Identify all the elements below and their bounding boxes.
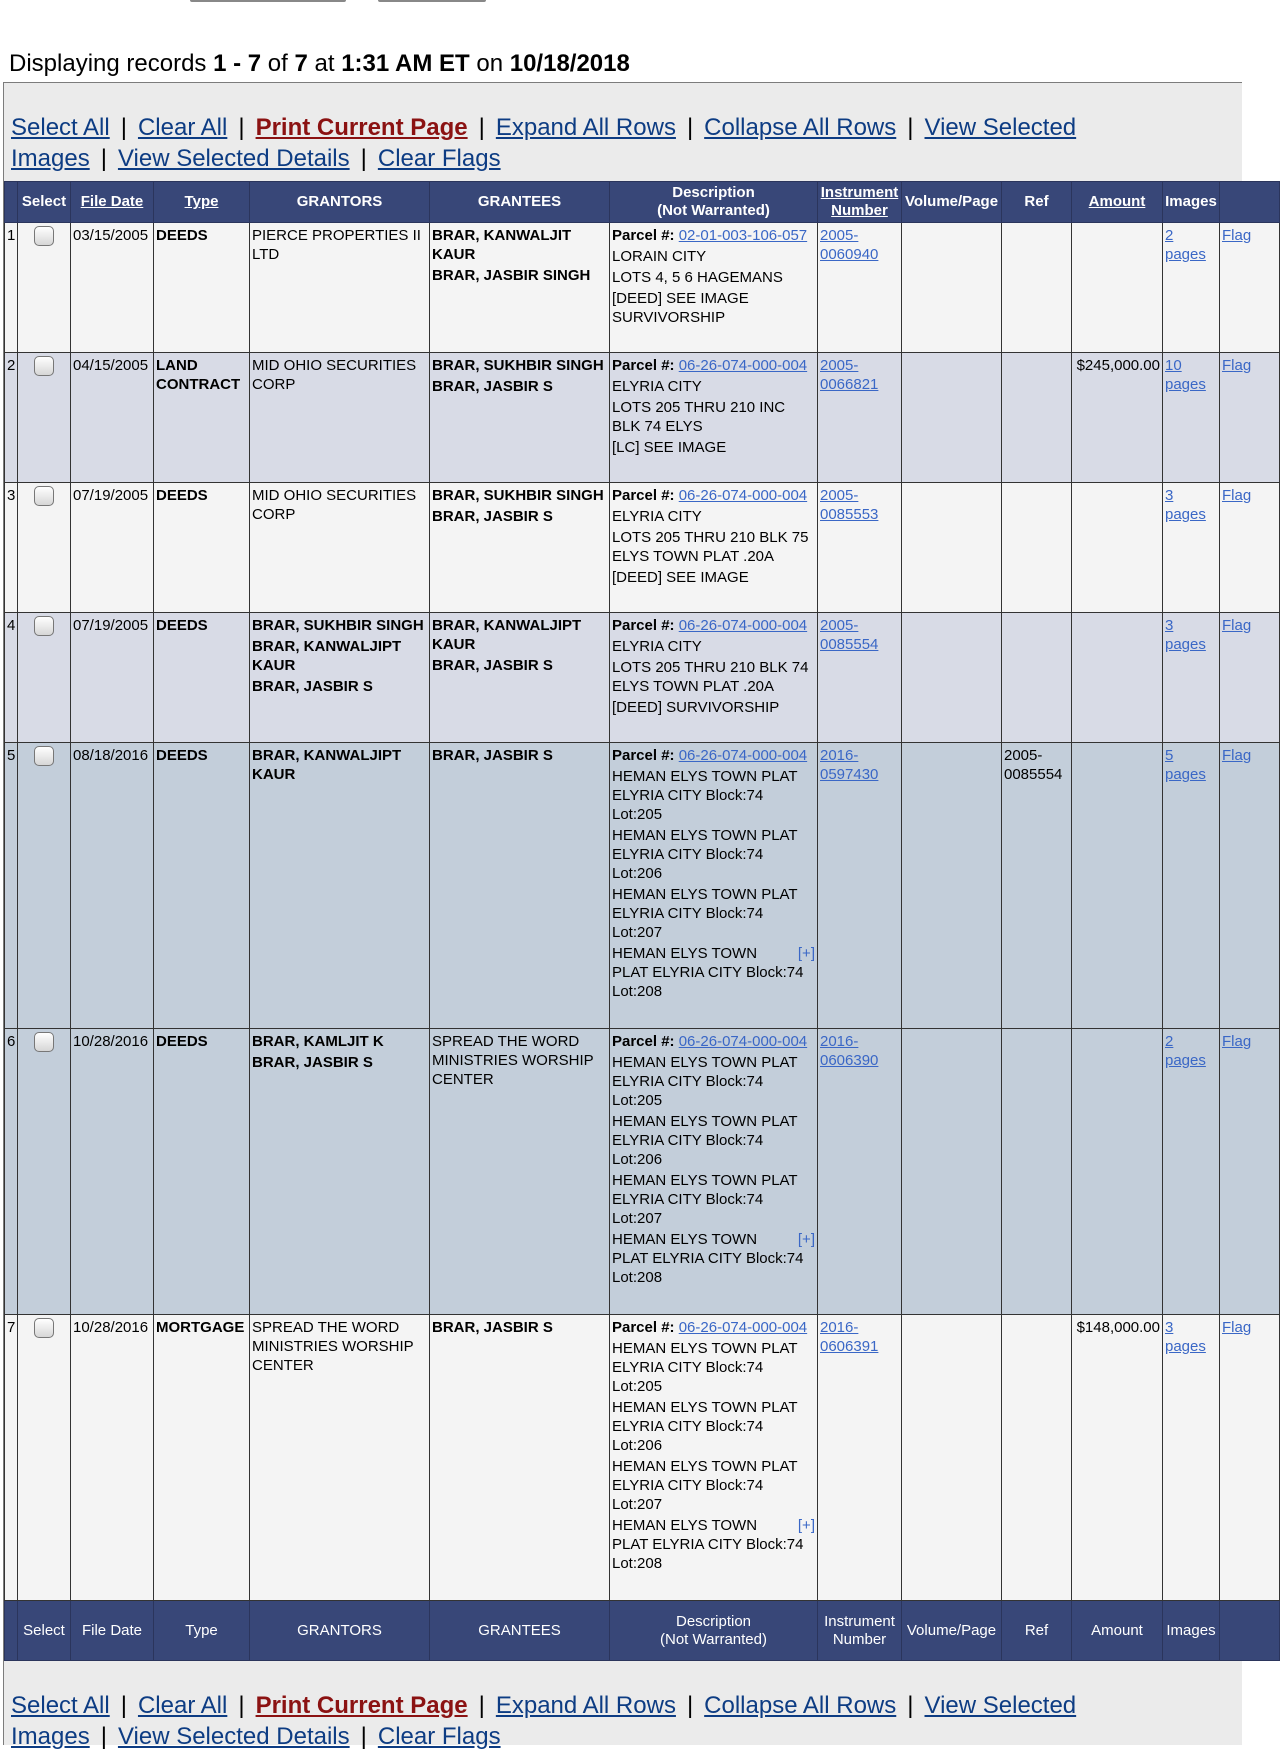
records-summary: Displaying records 1 - 7 of 7 at 1:31 AM ET on 10/18/2018 [9, 50, 630, 77]
flag-link[interactable]: Flag [1222, 1033, 1252, 1050]
description-cell [610, 613, 818, 743]
footer-instrument [818, 1601, 902, 1661]
row-select-checkbox[interactable] [34, 1318, 54, 1338]
header-images: Images [1163, 182, 1220, 223]
description-text: [DEED] SEE IMAGE SURVIVORSHIP [612, 290, 749, 326]
ref-value [1002, 353, 1072, 483]
footer-grantors: GRANTORS [250, 1601, 430, 1661]
grantors-cell [250, 353, 430, 483]
instrument-cell [818, 483, 902, 613]
toolbar-separator: | [686, 1692, 694, 1719]
footer-instrument-line1: Instrument [824, 1612, 895, 1630]
toolbar-separator: | [238, 114, 245, 141]
header-amount[interactable] [1072, 182, 1163, 223]
grantee-name: BRAR, JASBIR S [432, 747, 553, 764]
description-line [612, 1230, 815, 1287]
grantee-name: BRAR, SUKHBIR SINGH [432, 357, 604, 374]
grantee-name: SPREAD THE WORD MINISTRIES WORSHIP CENTER [432, 1033, 594, 1088]
flag-link[interactable]: Flag [1222, 617, 1252, 634]
flag-cell [1220, 743, 1280, 1029]
description-line [612, 268, 815, 287]
table-row [5, 743, 1280, 1029]
parcel-line [612, 226, 815, 245]
description-text: ELYRIA CITY [612, 638, 702, 655]
row-select-cell [18, 223, 71, 353]
parcel-link[interactable]: 02-01-003-106-057 [678, 227, 808, 244]
images-pages-link[interactable]: 2 pages [1165, 1033, 1206, 1069]
description-line [612, 1516, 815, 1573]
amount-value: $245,000.00 [1072, 353, 1163, 483]
amount-value [1072, 223, 1163, 353]
instrument-number-link[interactable]: 2005-0085554 [820, 617, 879, 653]
record-type: DEEDS [154, 1029, 250, 1315]
volume-page [902, 223, 1002, 353]
parcel-link[interactable]: 06-26-074-000-004 [678, 617, 808, 634]
view-selected-details-link[interactable]: View Selected Details [117, 1723, 350, 1750]
instrument-cell [818, 1029, 902, 1315]
header-select: Select [18, 182, 71, 223]
instrument-number-link[interactable]: 2016-0606391 [820, 1319, 879, 1355]
ref-value [1002, 483, 1072, 613]
description-line [612, 767, 815, 824]
ref-value [1002, 1029, 1072, 1315]
row-number: 7 [5, 1315, 18, 1601]
record-type: DEEDS [154, 223, 250, 353]
table-row [5, 353, 1280, 483]
description-text: HEMAN ELYS TOWN PLAT ELYRIA CITY Block:74 Lot:208 [612, 945, 804, 1000]
sort-type-link[interactable]: Type [184, 193, 219, 210]
grantee-name: BRAR, JASBIR S [432, 378, 553, 395]
grantees-cell [430, 483, 610, 613]
grantees-cell [430, 1029, 610, 1315]
table-row [5, 613, 1280, 743]
images-cell [1163, 1029, 1220, 1315]
parcel-label: Parcel #: [612, 747, 675, 764]
grantees-cell [430, 353, 610, 483]
table-row [5, 483, 1280, 613]
flag-link[interactable]: Flag [1222, 487, 1252, 504]
footer-grantees: GRANTEES [430, 1601, 610, 1661]
description-text: ELYRIA CITY [612, 378, 702, 395]
grantees-cell [430, 1315, 610, 1601]
description-text: [DEED] SEE IMAGE [612, 569, 749, 586]
grantor-name: PIERCE PROPERTIES II LTD [252, 227, 421, 263]
grantee-name: BRAR, KANWALJIPT KAUR [432, 617, 582, 653]
sort-instrument-link-2[interactable]: Number [831, 202, 888, 219]
row-select-checkbox[interactable] [34, 226, 54, 246]
record-type: DEEDS [154, 743, 250, 1029]
images-cell [1163, 353, 1220, 483]
grantee-name: BRAR, SUKHBIR SINGH [432, 487, 604, 504]
description-text: LOTS 4, 5 6 HAGEMANS [612, 269, 783, 286]
images-cell [1163, 483, 1220, 613]
row-select-checkbox[interactable] [34, 746, 54, 766]
parcel-label: Parcel #: [612, 487, 675, 504]
description-line [612, 289, 815, 327]
flag-link[interactable]: Flag [1222, 1319, 1252, 1336]
description-cell [610, 743, 818, 1029]
description-line [612, 1053, 815, 1110]
volume-page [902, 1029, 1002, 1315]
description-line [612, 507, 815, 526]
row-select-cell [18, 353, 71, 483]
description-text: HEMAN ELYS TOWN PLAT ELYRIA CITY Block:74 Lot:207 [612, 1172, 798, 1227]
grantor-name: MID OHIO SECURITIES CORP [252, 487, 417, 523]
flag-cell [1220, 1029, 1280, 1315]
images-cell [1163, 743, 1220, 1029]
sort-amount-link[interactable]: Amount [1088, 193, 1146, 210]
row-select-cell [18, 743, 71, 1029]
parcel-label: Parcel #: [612, 1319, 675, 1336]
top-button-stub[interactable] [378, 0, 486, 2]
toolbar-separator: | [100, 145, 107, 172]
ref-value [1002, 1315, 1072, 1601]
footer-ref: Ref [1002, 1601, 1072, 1661]
images-pages-link[interactable]: 5 pages [1165, 747, 1206, 783]
images-pages-link[interactable]: 2 pages [1165, 227, 1206, 263]
table-row [5, 223, 1280, 353]
toolbar-separator: | [907, 114, 914, 141]
images-pages-link[interactable]: 3 pages [1165, 1319, 1206, 1355]
grantee-name: BRAR, KANWALJIT KAUR [432, 227, 572, 263]
footer-description-title: Description [675, 1612, 752, 1630]
table-header-row [5, 182, 1280, 223]
description-text: HEMAN ELYS TOWN PLAT ELYRIA CITY Block:74 Lot:206 [612, 1113, 798, 1168]
footer-description [610, 1601, 818, 1661]
row-select-cell [18, 483, 71, 613]
header-ref: Ref [1002, 182, 1072, 223]
file-date: 10/28/2016 [71, 1315, 154, 1601]
grantees-cell [430, 223, 610, 353]
footer-volume-page: Volume/Page [902, 1601, 1002, 1661]
description-line [612, 1339, 815, 1396]
toolbar-separator: | [238, 1692, 245, 1719]
grantee-name: BRAR, JASBIR S [432, 508, 553, 525]
parcel-label: Parcel #: [612, 617, 675, 634]
file-date: 03/15/2005 [71, 223, 154, 353]
row-select-checkbox[interactable] [34, 356, 54, 376]
grantor-name: BRAR, SUKHBIR SINGH [252, 617, 424, 634]
instrument-cell [818, 743, 902, 1029]
grantees-cell [430, 743, 610, 1029]
toolbar-separator: | [360, 145, 367, 172]
flag-cell [1220, 223, 1280, 353]
parcel-link[interactable]: 06-26-074-000-004 [678, 1319, 808, 1336]
instrument-number-link[interactable]: 2016-0606390 [820, 1033, 879, 1069]
description-text: [LC] SEE IMAGE [612, 439, 727, 456]
parcel-label: Parcel #: [612, 1033, 675, 1050]
print-current-page-link[interactable]: Print Current Page [255, 1692, 468, 1719]
toolbar-separator: | [120, 1692, 127, 1719]
amount-value [1072, 743, 1163, 1029]
footer-select: Select [18, 1601, 71, 1661]
row-select-cell [18, 1029, 71, 1315]
flag-cell [1220, 1315, 1280, 1601]
file-date: 08/18/2016 [71, 743, 154, 1029]
description-line [612, 658, 815, 696]
description-cell [610, 1315, 818, 1601]
row-select-cell [18, 1315, 71, 1601]
table-footer-row [5, 1601, 1280, 1661]
description-line [612, 1112, 815, 1169]
parcel-line [612, 1032, 815, 1051]
description-text: LOTS 205 THRU 210 BLK 74 ELYS TOWN PLAT .20A [612, 659, 809, 695]
parcel-line [612, 616, 815, 635]
description-cell [610, 223, 818, 353]
description-line [612, 944, 815, 1001]
description-text: LOTS 205 THRU 210 INC BLK 74 ELYS [612, 399, 786, 435]
description-text: ELYRIA CITY [612, 508, 702, 525]
parcel-label: Parcel #: [612, 357, 675, 374]
grantors-cell [250, 483, 430, 613]
instrument-number-link[interactable]: 2005-0066821 [820, 357, 879, 393]
footer-amount: Amount [1072, 1601, 1163, 1661]
images-pages-link[interactable]: 3 pages [1165, 617, 1206, 653]
view-selected-images-link[interactable]: View Selected Images [11, 114, 1077, 172]
row-number: 2 [5, 353, 18, 483]
grantees-cell [430, 613, 610, 743]
header-grantors: GRANTORS [250, 182, 430, 223]
parcel-link[interactable]: 06-26-074-000-004 [678, 1033, 808, 1050]
results-toolbar-bottom [11, 1690, 1151, 1752]
clear-all-link[interactable]: Clear All [137, 1692, 228, 1719]
clear-flags-link[interactable]: Clear Flags [377, 1723, 501, 1750]
row-number: 4 [5, 613, 18, 743]
record-type: DEEDS [154, 613, 250, 743]
footer-file-date: File Date [71, 1601, 154, 1661]
ref-value [1002, 613, 1072, 743]
ref-value: 2005-0085554 [1002, 743, 1072, 1029]
parcel-line [612, 746, 815, 765]
flag-cell [1220, 613, 1280, 743]
description-text: LORAIN CITY [612, 248, 707, 265]
description-text: HEMAN ELYS TOWN PLAT ELYRIA CITY Block:74 Lot:208 [612, 1231, 804, 1286]
instrument-number-link[interactable]: 2005-0085553 [820, 487, 879, 523]
description-text: LOTS 205 THRU 210 BLK 75 ELYS TOWN PLAT .20A [612, 529, 809, 565]
description-text: [DEED] SURVIVORSHIP [612, 699, 780, 716]
toolbar-separator: | [478, 1692, 485, 1719]
description-cell [610, 483, 818, 613]
images-pages-link[interactable]: 10 pages [1165, 357, 1206, 393]
select-all-link[interactable]: Select All [11, 1692, 110, 1719]
collapse-all-rows-link[interactable]: Collapse All Rows [704, 114, 897, 141]
view-selected-images-link[interactable]: View Selected Images [11, 1692, 1077, 1750]
select-all-link[interactable]: Select All [11, 114, 110, 141]
volume-page [902, 1315, 1002, 1601]
row-number: 6 [5, 1029, 18, 1315]
description-text: HEMAN ELYS TOWN PLAT ELYRIA CITY Block:74 Lot:206 [612, 1399, 798, 1454]
instrument-cell [818, 613, 902, 743]
clear-all-link[interactable]: Clear All [137, 114, 228, 141]
row-number: 3 [5, 483, 18, 613]
header-num [5, 182, 18, 223]
description-line [612, 398, 815, 436]
parcel-line [612, 356, 815, 375]
description-line [612, 438, 815, 457]
images-cell [1163, 1315, 1220, 1601]
footer-flag [1220, 1601, 1280, 1661]
row-select-cell [18, 613, 71, 743]
results-toolbar-top [11, 112, 1151, 174]
header-description-title: Description [672, 184, 755, 201]
parcel-link[interactable]: 06-26-074-000-004 [678, 357, 808, 374]
description-text: HEMAN ELYS TOWN PLAT ELYRIA CITY Block:74 Lot:207 [612, 886, 798, 941]
file-date: 07/19/2005 [71, 483, 154, 613]
description-text: HEMAN ELYS TOWN PLAT ELYRIA CITY Block:74 Lot:208 [612, 1517, 804, 1572]
grantor-name: BRAR, KAMLJIT K [252, 1033, 384, 1050]
amount-value [1072, 483, 1163, 613]
grantee-name: BRAR, JASBIR S [432, 657, 553, 674]
row-select-checkbox[interactable] [34, 1032, 54, 1052]
ref-value [1002, 223, 1072, 353]
images-cell [1163, 223, 1220, 353]
instrument-cell [818, 353, 902, 483]
table-row [5, 1029, 1280, 1315]
description-text: HEMAN ELYS TOWN PLAT ELYRIA CITY Block:74 Lot:205 [612, 768, 798, 823]
expand-row-link[interactable]: [+] [797, 1231, 815, 1248]
view-selected-details-link[interactable]: View Selected Details [117, 145, 350, 172]
description-line [612, 1171, 815, 1228]
parcel-line [612, 486, 815, 505]
description-line [612, 885, 815, 942]
footer-description-note: (Not Warranted) [660, 1630, 767, 1648]
header-file-date[interactable] [71, 182, 154, 223]
instrument-cell [818, 1315, 902, 1601]
flag-link[interactable]: Flag [1222, 357, 1252, 374]
volume-page [902, 353, 1002, 483]
grantors-cell [250, 1315, 430, 1601]
record-type: DEEDS [154, 483, 250, 613]
sort-instrument-link[interactable]: Instrument [820, 184, 899, 201]
header-type[interactable] [154, 182, 250, 223]
header-grantees: GRANTEES [430, 182, 610, 223]
grantee-name: BRAR, JASBIR SINGH [432, 267, 591, 284]
footer-instrument-line2: Number [832, 1630, 887, 1648]
parcel-link[interactable]: 06-26-074-000-004 [678, 487, 808, 504]
toolbar-separator: | [478, 114, 485, 141]
file-date: 04/15/2005 [71, 353, 154, 483]
clear-flags-link[interactable]: Clear Flags [377, 145, 501, 172]
parcel-line [612, 1318, 815, 1337]
grantors-cell [250, 613, 430, 743]
volume-page [902, 483, 1002, 613]
footer-images: Images [1163, 1601, 1220, 1661]
grantor-name: BRAR, JASBIR S [252, 678, 373, 695]
row-number: 1 [5, 223, 18, 353]
toolbar-separator: | [120, 114, 127, 141]
top-button-stub[interactable] [190, 0, 346, 2]
expand-row-link[interactable]: [+] [797, 945, 815, 962]
print-current-page-link[interactable]: Print Current Page [255, 114, 468, 141]
header-volume-page: Volume/Page [902, 182, 1002, 223]
instrument-number-link[interactable]: 2016-0597430 [820, 747, 879, 783]
description-line [612, 568, 815, 587]
images-cell [1163, 613, 1220, 743]
description-line [612, 377, 815, 396]
description-cell [610, 353, 818, 483]
description-text: HEMAN ELYS TOWN PLAT ELYRIA CITY Block:74 Lot:207 [612, 1458, 798, 1513]
parcel-label: Parcel #: [612, 227, 675, 244]
table-row [5, 1315, 1280, 1601]
description-text: HEMAN ELYS TOWN PLAT ELYRIA CITY Block:74 Lot:206 [612, 827, 798, 882]
toolbar-separator: | [360, 1723, 367, 1750]
flag-cell [1220, 483, 1280, 613]
row-select-checkbox[interactable] [34, 616, 54, 636]
grantors-cell [250, 1029, 430, 1315]
row-number: 5 [5, 743, 18, 1029]
grantor-name: MID OHIO SECURITIES CORP [252, 357, 417, 393]
description-line [612, 247, 815, 266]
footer-num [5, 1601, 18, 1661]
header-instrument[interactable] [818, 182, 902, 223]
expand-all-rows-link[interactable]: Expand All Rows [495, 1692, 676, 1719]
toolbar-separator: | [100, 1723, 107, 1750]
description-line [612, 1457, 815, 1514]
description-text: HEMAN ELYS TOWN PLAT ELYRIA CITY Block:74 Lot:205 [612, 1054, 798, 1109]
header-description [610, 182, 818, 223]
expand-row-link[interactable]: [+] [797, 1517, 815, 1534]
header-flag [1220, 182, 1280, 223]
grantor-name: BRAR, KANWALJIPT KAUR [252, 747, 402, 783]
images-pages-link[interactable]: 3 pages [1165, 487, 1206, 523]
sort-file-date-link[interactable]: File Date [80, 193, 144, 210]
grantors-cell [250, 223, 430, 353]
grantor-name: BRAR, JASBIR S [252, 1054, 373, 1071]
amount-value: $148,000.00 [1072, 1315, 1163, 1601]
footer-type: Type [154, 1601, 250, 1661]
grantee-name: BRAR, JASBIR S [432, 1319, 553, 1336]
collapse-all-rows-link[interactable]: Collapse All Rows [704, 1692, 897, 1719]
volume-page [902, 743, 1002, 1029]
grantor-name: BRAR, KANWALJIPT KAUR [252, 638, 402, 674]
parcel-link[interactable]: 06-26-074-000-004 [678, 747, 808, 764]
volume-page [902, 613, 1002, 743]
toolbar-separator: | [686, 114, 694, 141]
description-line [612, 637, 815, 656]
instrument-number-link[interactable]: 2005-0060940 [820, 227, 879, 263]
description-line [612, 698, 815, 717]
toolbar-separator: | [907, 1692, 914, 1719]
flag-link[interactable]: Flag [1222, 227, 1252, 244]
description-cell [610, 1029, 818, 1315]
header-description-note: (Not Warranted) [657, 202, 770, 219]
instrument-cell [818, 223, 902, 353]
file-date: 07/19/2005 [71, 613, 154, 743]
description-line [612, 528, 815, 566]
amount-value [1072, 1029, 1163, 1315]
amount-value [1072, 613, 1163, 743]
results-table [4, 181, 1280, 1661]
record-type: LAND CONTRACT [154, 353, 250, 483]
grantors-cell [250, 743, 430, 1029]
description-line [612, 1398, 815, 1455]
row-select-checkbox[interactable] [34, 486, 54, 506]
file-date: 10/28/2016 [71, 1029, 154, 1315]
description-text: HEMAN ELYS TOWN PLAT ELYRIA CITY Block:74 Lot:205 [612, 1340, 798, 1395]
grantor-name: SPREAD THE WORD MINISTRIES WORSHIP CENTER [252, 1319, 414, 1374]
expand-all-rows-link[interactable]: Expand All Rows [495, 114, 676, 141]
description-line [612, 826, 815, 883]
flag-link[interactable]: Flag [1222, 747, 1252, 764]
record-type: MORTGAGE [154, 1315, 250, 1601]
flag-cell [1220, 353, 1280, 483]
